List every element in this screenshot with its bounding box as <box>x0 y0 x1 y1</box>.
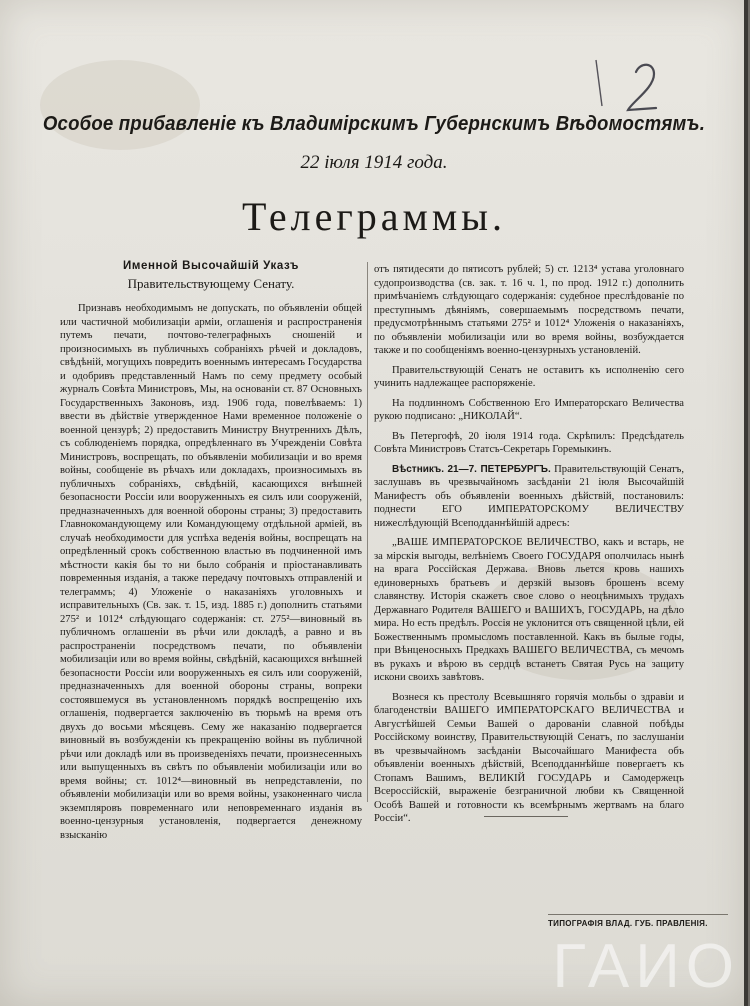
printer-imprint: ТИПОГРАФІЯ ВЛАД. ГУБ. ПРАВЛЕНІЯ. <box>548 914 728 928</box>
archive-watermark: ГАИО <box>552 932 740 1001</box>
end-rule <box>484 816 568 817</box>
decree-title: Именной Высочайшій Указъ <box>122 260 300 272</box>
address-text: „ВАШЕ ИМПЕРАТОРСКОЕ ВЕЛИЧЕСТВО, какъ и встарь, не за мірскія выгоды, велѣніемъ Своего ГОСУДАРЯ ополчилась нынѣ на врага Россійская Держава. Вновь льется кровь нашихъ единоверныхъ братьевъ и дерзкій вызовъ брошенъ всему славянству. Исторія скажетъ свое слово о неоцѣнимыхъ трудахъ Державнаго Родителя ВАШЕГО и ВАШИХЪ, ГОСУДАРЬ, на дѣло мира. Но есть предѣлъ. Россія не уклонится отъ священной цѣли, ей Божественнымъ промысломъ поставленной. Какъ въ былые годы, при Вѣнценосныхъ Предкахъ ВАШЕГО ВЕЛИЧЕСТВА, съ мечомъ въ рукахъ и вѣрою въ сердцѣ встанетъ Святая Русь на защиту искони своихъ завѣтовъ. <box>374 537 684 683</box>
address-closing: Вознеся къ престолу Всевышняго горячія мольбы о здравіи и благоденствіи ВАШЕГО ИМПЕРАТОРСКАГО ВЕЛИЧЕСТВА и Августѣйшей Семьи Вашей о дарованіи славной побѣды Россійскому воинству, Правительствующій Сенатъ, по заслушаніи въ чрезвычайномъ засѣданіи Высочайшаго Манифеста объ объявленіи военныхъ дѣйствій, Всеподданнѣйше повергаетъ къ Стопамъ Вашимъ, ВЕЛИКІЙ ГОСУДАРЬ и Самодержецъ Всероссійскій, выраженіе безграничной любви къ Священной Особѣ Вашей и готовности къ всемѣрнымъ жертвамъ на благо Россіи“. <box>374 691 684 824</box>
decree-subtitle: Правительствующему Сенату. <box>127 275 295 291</box>
paper-stain <box>40 60 200 150</box>
signature-note: На подлинномъ Собственною Его Императорскаго Величества рукою подписано: „НИКОЛАЙ“. <box>374 397 684 422</box>
news-report <box>374 463 684 531</box>
news-agency-label: Вѣстникъ. 21—7. ПЕТЕРБУРГЪ. <box>392 463 551 475</box>
publication-date: 22 іюля 1914 года. <box>300 152 448 173</box>
decree-continuation: отъ пятидесяти до пятисотъ рублей; 5) ст. 1213⁴ устава уголовнаго судопроизводства (св. зак. т. 16 ч. 1, по прод. 1912 г.) дополнить примѣчаніемъ слѣдующаго содержанія: судебное преслѣдованіе по преступнымъ дѣяніямъ, совершаемымъ посредствомъ печати, предусмотрѣннымъ статьями 275² и 1012⁴ Уложенія о наказаніяхъ, по объявленіи мобилизаціи или во время войны, возбуждается также и по сообщеніямъ военно-цензурныхъ установленій. <box>374 264 684 356</box>
right-column <box>374 263 684 826</box>
column-divider <box>367 262 368 802</box>
publication-title: Особое прибавленіе къ Владимірскимъ Губернскимъ Вѣдомостямъ. <box>42 113 706 135</box>
handwritten-mark-icon <box>588 58 708 118</box>
senate-report-text: Правительствующій Сенатъ, заслушавъ въ чрезвычайномъ засѣданіи 21 іюля Высочайшій Манифестъ объ объявленіи военныхъ дѣйствій, постановилъ: поднести ЕГО ИМПЕРАТОРСКОМУ ВЕЛИЧЕСТВУ нижеслѣдующій Всеподданнѣйшій адресъ: <box>374 463 685 529</box>
place-and-date: Въ Петергофѣ, 20 іюля 1914 года. Скрѣпилъ: Предсѣдатель Совѣта Министровъ Статсъ-Секретарь Горемыкинъ. <box>374 430 684 455</box>
senate-instruction: Правительствующій Сенатъ не оставитъ къ исполненію сего учинить надлежащее распоряженіе. <box>374 364 684 389</box>
page-title: Телеграммы. <box>241 194 507 239</box>
page-edge <box>744 0 748 1006</box>
left-column <box>60 258 362 842</box>
decree-text: Признавъ необходимымъ не допускать, по объявленіи общей или частичной мобилизаціи арміи, оглашенія и распространенія путемъ печати, почтово-телеграфныхъ сношеній и произносимыхъ въ публичныхъ собраніяхъ рѣчей и докладовъ, свѣдѣній, могущихъ повредить военнымъ интересамъ Государства и одобривъ представленный Намъ по сему предмету особый журналъ Совѣта Министровъ, Мы, на основаніи ст. 87 Основныхъ Государственныхъ Законовъ, изд. 1906 года, повелѣваемъ: 1) ввести въ дѣйствіе утвержденное Нами временное положеніе о военной цензурѣ; 2) предоставить Министру Внутреннихъ Дѣлъ, съ соблюденіемъ порядка, опредѣленнаго въ Учрежденіи Совѣта Министровъ, воспрещать, по объявленіи мобилизаціи и во время войны, сообщеніе въ рѣчахъ или докладахъ, произносимыхъ въ публичныхъ собраніяхъ, свѣдѣній, касающихся внѣшней безопасности Россіи или вооруженныхъ ея силъ или сооруженій, предназначенныхъ для военной обороны страны; 3) предоставить Главнокомандующему или Командующему отдѣльной арміей, въ случаѣ необходимости для успѣха веденія войны, воспрещать на опредѣленный срокъ собственною властью въ подчиненной имъ мѣстности какія бы то ни было собранія и пріостанавливать повременныя изданія, а также передачу почтовыхъ отправленій и телеграммъ; 4) Уложеніе о наказаніяхъ уголовныхъ и исправительныхъ (Св. зак. т. 15, изд. 1885 г.) дополнить статьями 275² и 1012⁴ слѣдующаго содержанія: ст. 275²—виновный въ публичномъ оглашеніи въ рѣчи или докладѣ, а равно и въ распространеніи посредствомъ печати, по объявленіи мобилизаціи или во время войны, свѣдѣній, касающихся внѣшней безопасности Россіи или вооруженныхъ ея силъ или сооруженій, предназначенныхъ для военной обороны страны, вопреки состоявшемуся въ установленномъ порядкѣ воспрещенію ихъ оглашенія, подвергается заключенію въ тюрьмѣ на время отъ двухъ до восьми мѣсяцевъ. Сему же наказанію подвергается виновный въ возбужденіи къ прекращенію войны въ публичной рѣчи или докладѣ или въ произведеніяхъ печати, произнесенныхъ или выпущенныхъ въ свѣтъ по объявленіи мобилизаціи или во время войны; ст. 1012⁴—виновный въ непредставленіи, по объявленіи мобилизаціи или во время войны, узаконеннаго числа экземпляровъ повременнаго или неповременнаго изданія въ военно-цензурныя установленія, подвергается денежному взысканію <box>60 303 362 841</box>
